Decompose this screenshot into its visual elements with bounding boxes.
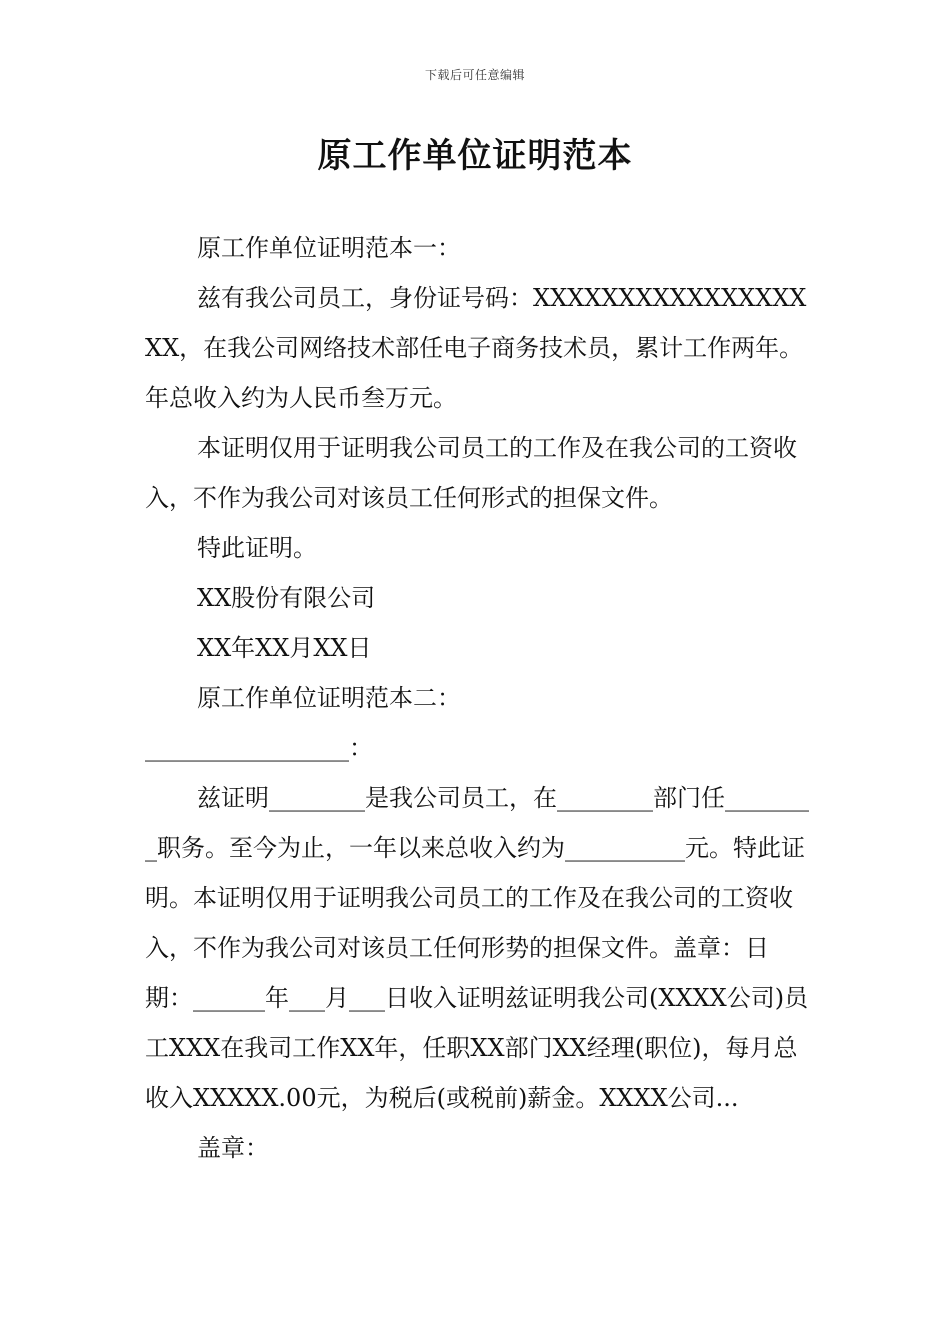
paragraph-sample-two-body: 兹证明________是我公司员工，在________部门任________职务。至今为止，一年以来总收入约为__________元。特此证明。本证明仅用于证明我公司员工的工作及在我公司的工资收入，不作为我公司对该员工任何形势的担保文件。盖章：日期：______年___月___日收入证明兹证明我公司(XXXX公司)员工XXX在我司工作XX年，任职XX部门XX经理(职位)，每月总收入XXXXX.00元，为税后(或税前)薪金。XXXX公司... — [145, 784, 809, 1112]
paragraph-employee-info: 兹有我公司员工，身份证号码：XXXXXXXXXXXXXXXXXX，在我公司网络技术部任电子商务技术员，累计工作两年。年总收入约为人民币叁万元。 — [145, 284, 807, 412]
paragraph-company-name: XX股份有限公司 — [197, 584, 376, 612]
paragraph-addressee-blank: _________________： — [145, 734, 373, 762]
paragraph-seal: 盖章： — [197, 1134, 269, 1162]
document-title: 原工作单位证明范本 — [317, 136, 633, 176]
header-note: 下载后可任意编辑 — [424, 68, 525, 82]
paragraph-disclaimer: 本证明仅用于证明我公司员工的工作及在我公司的工资收入，不作为我公司对该员工任何形式的担保文件。 — [145, 434, 797, 512]
paragraph-date: XX年XX月XX日 — [197, 634, 372, 662]
document-body — [145, 223, 815, 1173]
paragraph-sample-two-heading: 原工作单位证明范本二： — [197, 684, 461, 712]
paragraph-sample-one-heading: 原工作单位证明范本一： — [197, 234, 461, 262]
paragraph-hereby-certify: 特此证明。 — [197, 534, 317, 562]
